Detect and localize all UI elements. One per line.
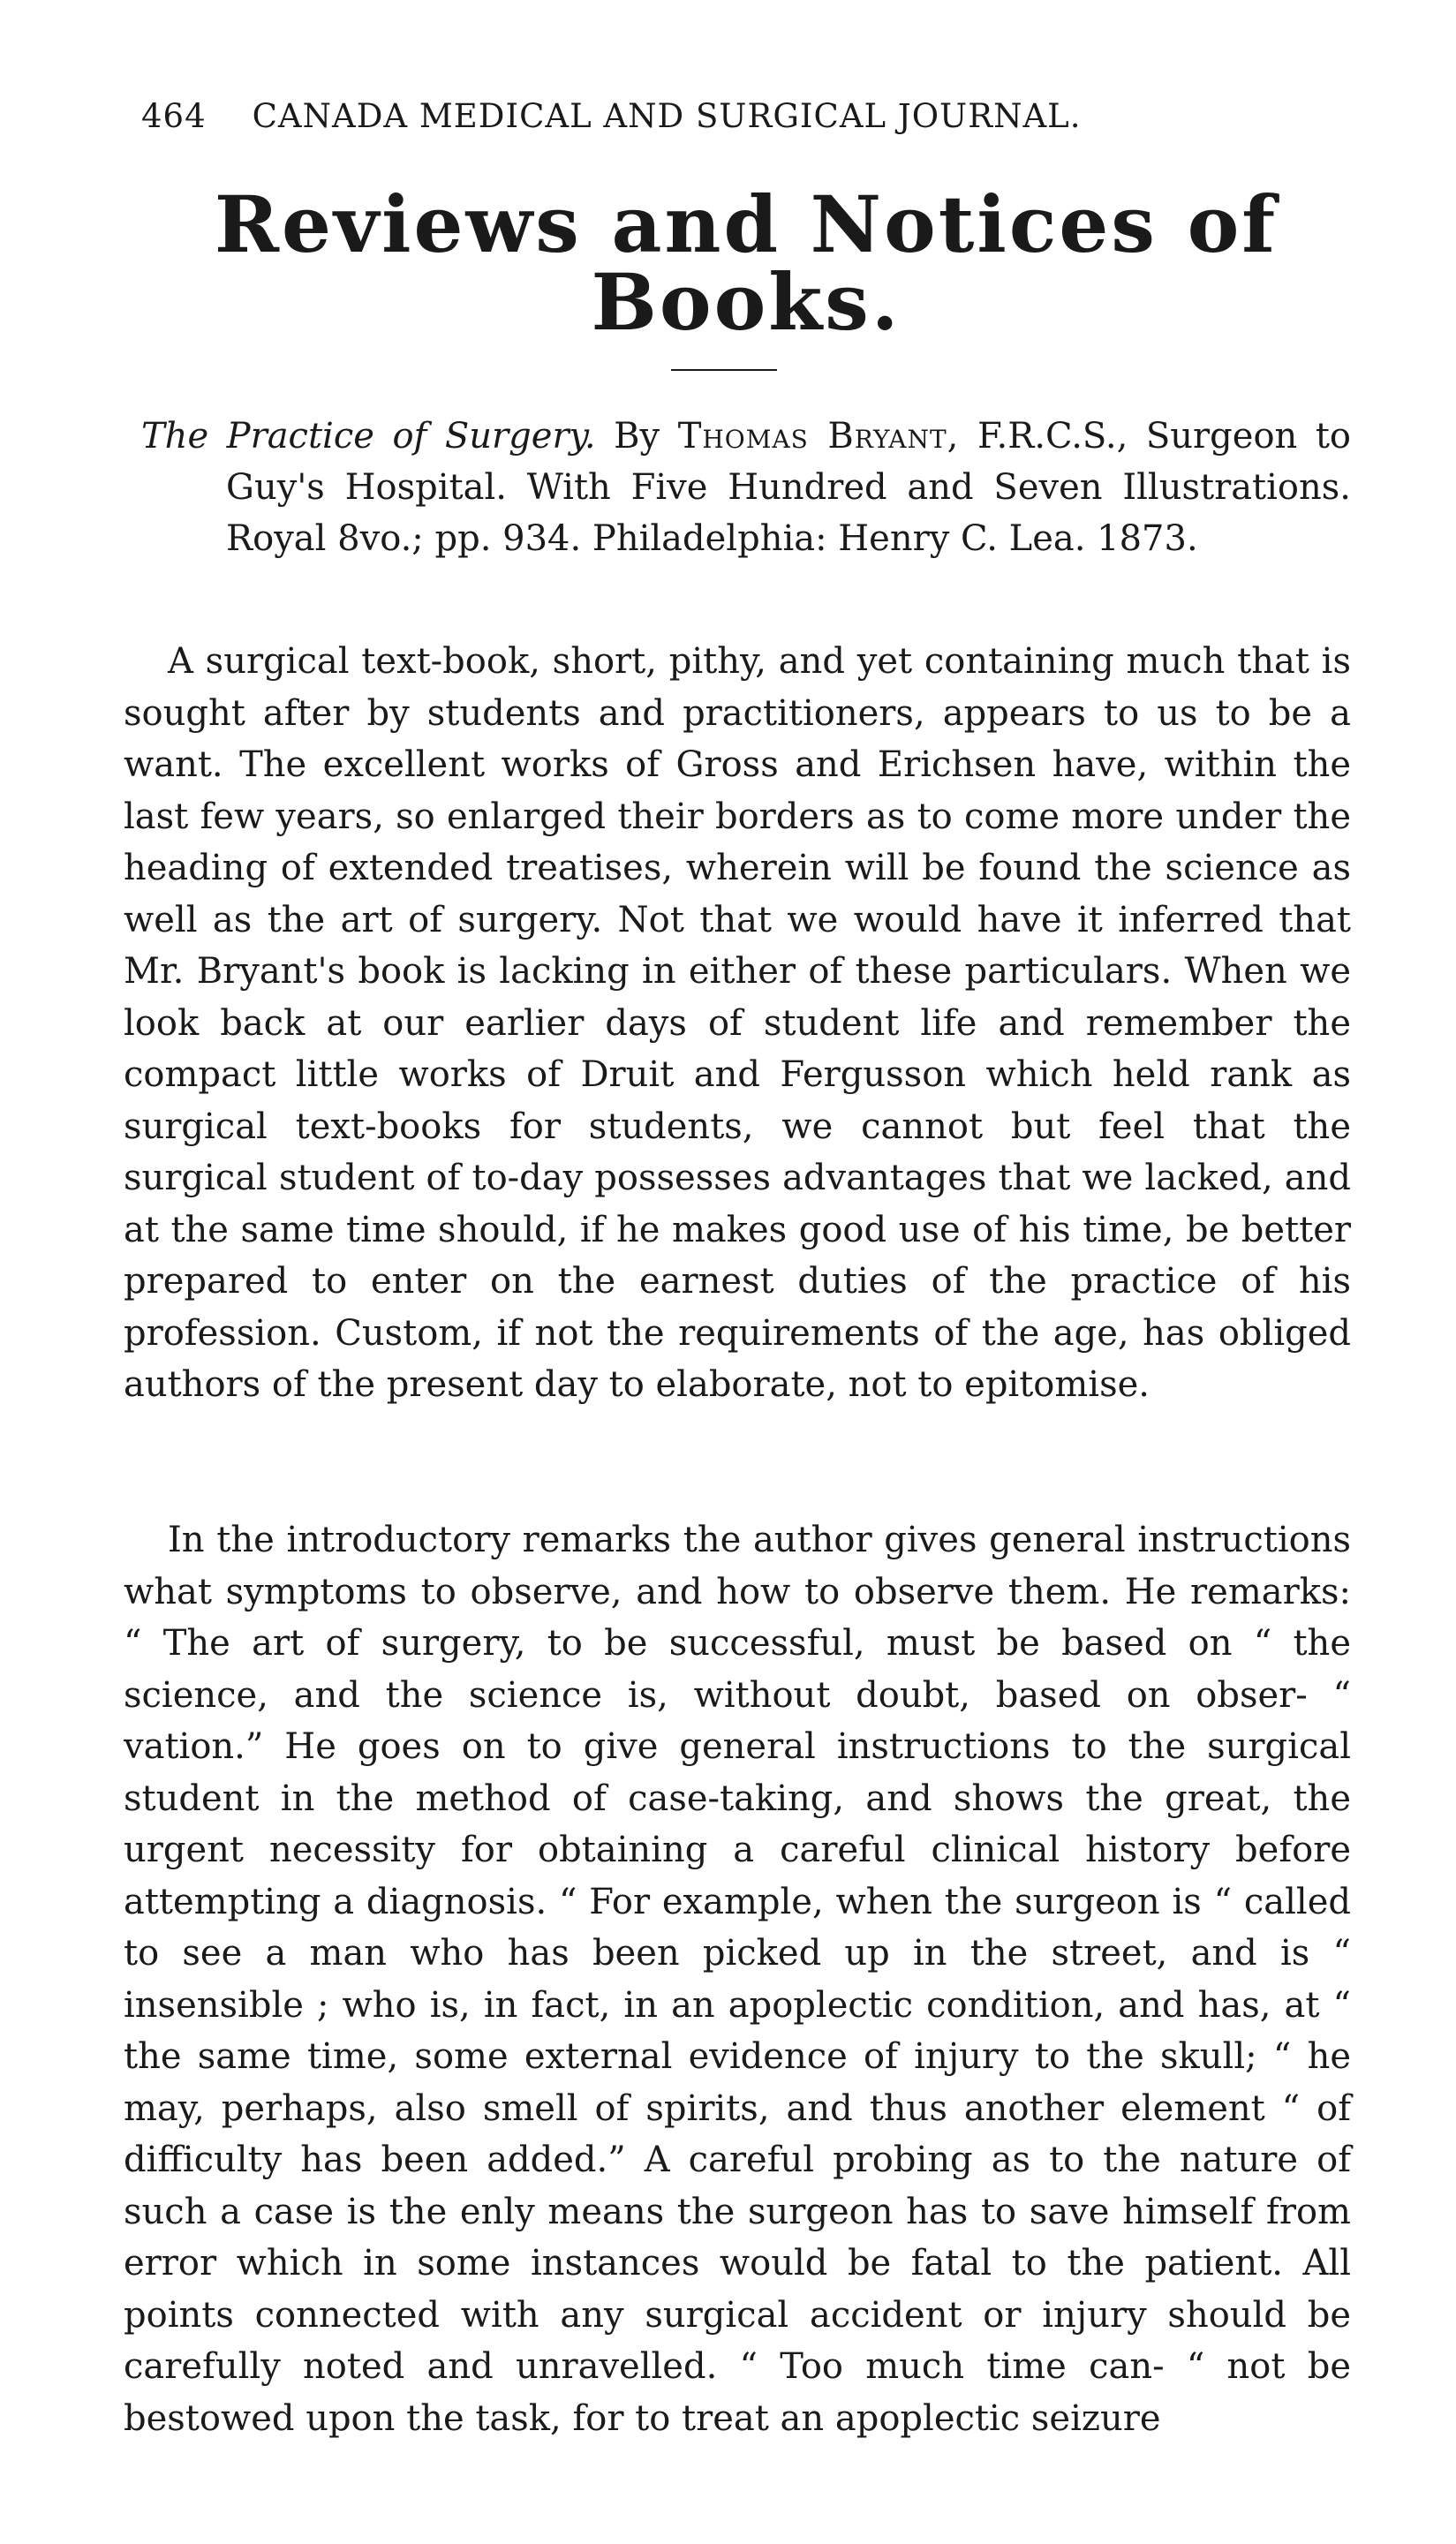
review-paragraph: In the introductory remarks the author gives general instructions what symptoms to observe, and how to observe them. He remarks: “ The art of surgery, to be successful, must be based on “ the science, and the science is, without doubt, based on obser- “ vation.” He goes on to give general instructions to the surgical student in the method of case-taking, and shows the great, the urgent necessity for obtaining a careful clinical history before attempting a diagnosis. “ For example, when the surgeon is “ called to see a man who has been picked up in the street, and is “ insensible ; who is, in fact, in an apoplectic condition, and has, at “ the same time, some external evidence of injury to the skull; “ he may, perhaps, also smell of spirits, and thus another element “ of difficulty has been added.” A careful probing as to the nature of such a case is the enly means the surgeon has to save himself from error which in some instances would be fatal to the patient. All points connected with any surgical accident or injury should be carefully noted and unravelled. “ Too much time can- “ not be bestowed upon the task, for to treat an apoplectic seizure (124, 1520, 1351, 2439)
book-citation (141, 411, 1351, 564)
book-title: The Practice of Surgery. (141, 416, 596, 457)
journal-title: CANADA MEDICAL AND SURGICAL JOURNAL. (252, 97, 1082, 135)
title-divider (671, 369, 777, 371)
section-title: Reviews and Notices of Books. (214, 178, 1279, 348)
citation-details: F.R.C.S., Surgeon to Guy's Hospital. With Five Hundred and Seven Illustrations. Royal 8vo.; pp. 934. Philadelphia: Henry C. Lea. 1873. (226, 416, 1352, 559)
review-paragraph: A surgical text-book, short, pithy, and yet containing much that is sought after by students and practitioners, appears to us to be a want. The excellent works of Gross and Erichsen have, within the last few years, so enlarged their borders as to come more under the heading of extended treatises, wherein will be found the science as well as the art of surgery. Not that we would have it inferred that Mr. Bryant's book is lacking in either of these particulars. When we look back at our earlier days of student life and remember the compact little works of Druit and Fergusson which held rank as surgical text-books for students, we cannot but feel that the surgical student of to-day possesses advantages that we lacked, and at the same time should, if he makes good use of his time, be better prepared to enter on the earnest duties of the practice of his profession. Custom, if not the requirements of the age, has obliged authors of the present day to elaborate, not to epitomise. (124, 641, 1351, 1405)
page-number: 464 (141, 97, 207, 135)
running-head (141, 97, 1351, 135)
book-author: Thomas Bryant, (677, 416, 960, 457)
citation-by: By (614, 416, 660, 457)
review-paragraph-1-block (124, 636, 1351, 1411)
review-paragraph-2-block (124, 1514, 1351, 2444)
